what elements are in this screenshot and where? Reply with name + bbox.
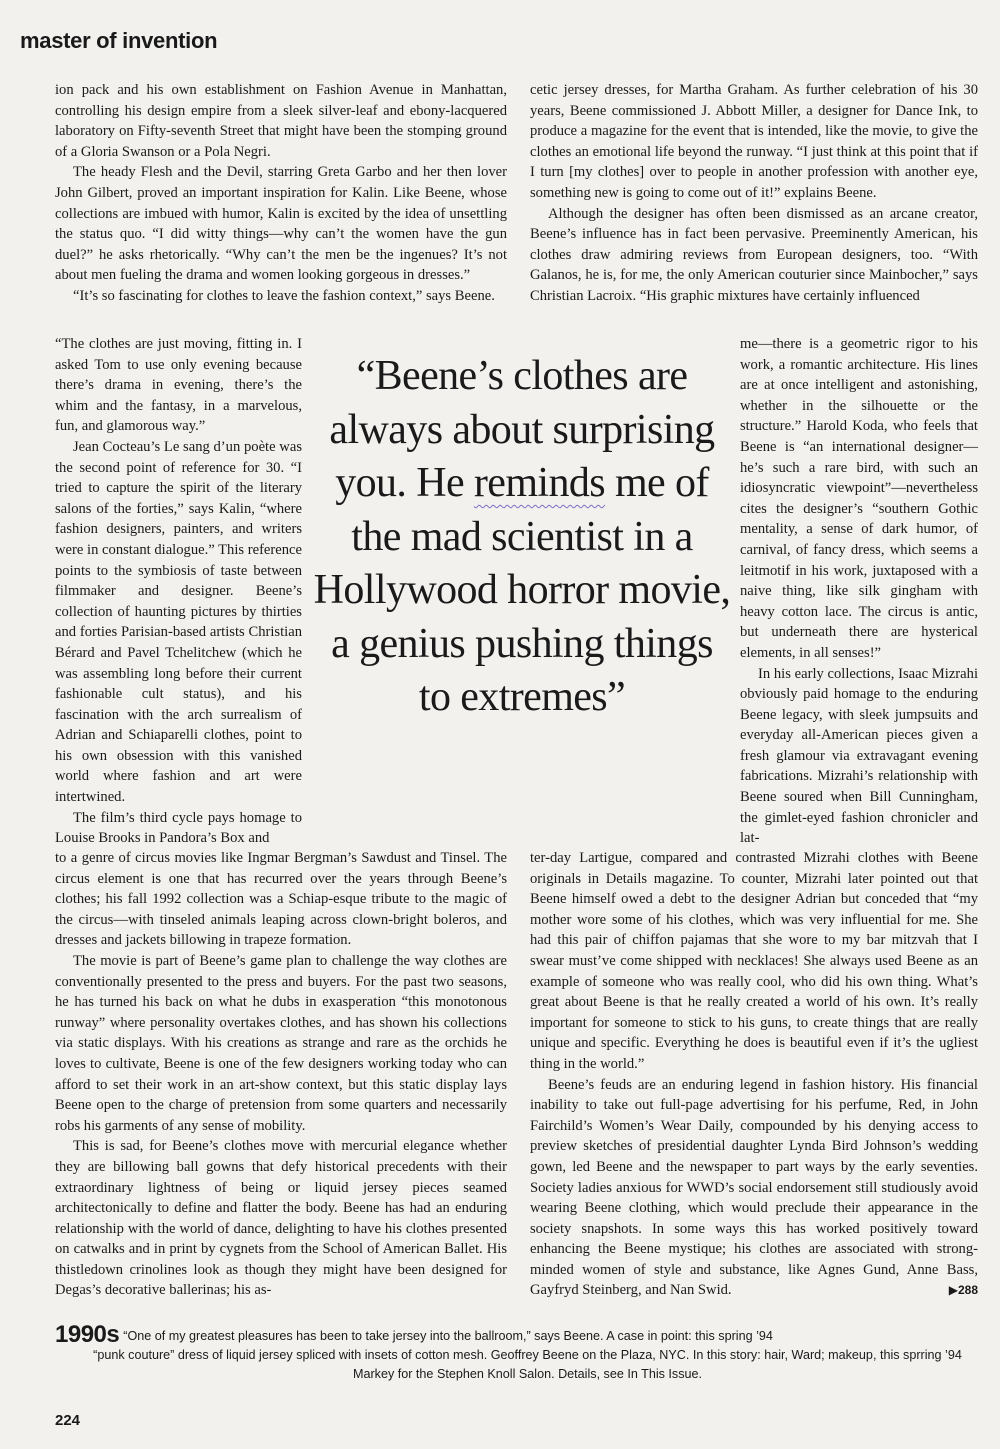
- continued-on-page-link[interactable]: ▶288: [948, 1283, 978, 1298]
- pull-quote-highlight: reminds: [473, 460, 606, 506]
- caption-line: Markey for the Stephen Knoll Salon. Details, see In This Issue.: [352, 1367, 703, 1381]
- pull-quote-text: “Beene’s clothes are always about surprising you. He: [329, 353, 715, 506]
- caption-line: [55, 1321, 1000, 1348]
- section-header: master of invention: [20, 28, 218, 53]
- caption-text: “One of my greatest pleasures has been to take jersey into the ballroom,” says Beene. A case in point: this spring ’94: [123, 1329, 773, 1343]
- column-right-mid: [740, 334, 978, 849]
- paragraph: This is sad, for Beene’s clothes move with mercurial elegance whether they are billowing ball gowns that defy historical precedents with their extraordinary lightness of being or liquid jersey pieces seamed architectonically to define and flatter the body. Beene has had an enduring relationship with the world of dance, delighting to have his clothes presented on catwalks and in print by cygnets from the School of American Ballet. His thistledown crinolines look as though they might have been designed for Degas’s decorative ballerinas; his as-: [55, 1138, 507, 1299]
- pull-quote: [312, 350, 732, 725]
- paragraph: [530, 1075, 978, 1302]
- column-left-mid: [55, 334, 302, 849]
- paragraph: “The clothes are just moving, fitting in. I asked Tom to use only evening because there’s drama in evening, there’s the whim and the fantasy, in a marvelous, fun, and glamorous way.”: [55, 336, 302, 435]
- paragraph: to a genre of circus movies like Ingmar Bergman’s Sawdust and Tinsel. The circus element is one that has recurred over the years through Beene’s clothes; his fall 1992 collection was a Schiap-esque tribute to the magic of the circus—with tinseled animals leaping across clown-bright boleros, and dresses and jackets billowing in trapeze formation.: [55, 850, 507, 949]
- column-left-top: [55, 80, 507, 307]
- paragraph: cetic jersey dresses, for Martha Graham. As further celebration of his 30 years, Beene commissioned J. Abbott Miller, a designer for Dance Ink, to produce a magazine for the event that is intended, like the movie, to give the clothes an emotional life beyond the runway. “I just think at this point that if I turn [my clothes] over to people in another profession with another eye, something new is going to come out of it!” explains Beene.: [530, 82, 978, 201]
- paragraph: In his early collections, Isaac Mizrahi obviously paid homage to the enduring Beene legacy, with sleek jumpsuits and everyday all-American pieces given a fresh glamour via extravagant evening fabrications. Mizrahi’s relationship with Beene soured when Bill Cunningham, the gimlet-eyed fashion chronicler and lat-: [740, 665, 978, 847]
- paragraph: Jean Cocteau’s Le sang d’un poète was the second point of reference for 30. “I tried to capture the spirit of the literary salons of the forties,” says Kalin, “where fashion designers, painters, and writers were in constant dialogue.” This reference points to the symbiosis of taste between filmmaker and designer. Beene’s collection of haunting pictures by thirties and forties Parisian-based artists Christian Bérard and Pavel Tchelitchew (which he was assembling long before their current fashionable cult status), and his fascination with the arch surrealism of Adrian and Schiaparelli clothes, point to his own obsession with this vanished world where fashion and art were intertwined.: [55, 438, 302, 806]
- paragraph: ter-day Lartigue, compared and contrasted Mizrahi clothes with Beene originals in Details magazine. To counter, Mizrahi later pointed out that Beene himself owed a debt to the designer Adrian but conceded that “my mother wore some of his clothes, which was very influential for me. She had this pair of chiffon pajamas that she wore to my bar mitzvah that I swear must’ve come shipped with necklaces! She always used Beene as an example of someone who was really cool, who did his own thing. What’s great about Beene is that he really created a world of his own. It’s really important for someone to stick to his guns, to create things that are really unique and specific. Everything he does is beautiful even if it’s the ugliest thing in the world.”: [530, 850, 978, 1072]
- paragraph: me—there is a geometric rigor to his work, a romantic architecture. His lines are at once intelligent and astonishing, whether in the silhouette or the structure.” Harold Koda, who feels that Beene is “an international designer—he’s such a rare bird, with such an idiosyncratic viewpoint”—nevertheless cites the designer’s “southern Gothic mentality, a sense of dark humor, of carnival, of fancy dress, which seems a leitmotif in his work, juxtaposed with a naive thing, like silk gingham with heavy cotton lace. The circus is antic, but underneath there are hysterical elements, in all senses!”: [740, 336, 978, 661]
- column-right-top: [530, 80, 978, 307]
- paragraph: The film’s third cycle pays homage to Louise Brooks in Pandora’s Box and: [55, 809, 302, 847]
- caption-line: “punk couture” dress of liquid jersey spliced with insets of cotton mesh. Geoffrey Beene on the Plaza, NYC. In this story: hair, Ward; makeup, this sprring ’94: [93, 1348, 962, 1362]
- photo-caption: [55, 1321, 1000, 1384]
- paragraph: The movie is part of Beene’s game plan to challenge the way clothes are conventionally presented to the press and buyers. For the past two seasons, he has turned his back on what he dubs in exasperation “this monotonous runway” where personality overtakes clothes, and has shown his collections via static displays. With his creations as strange and rare as the orchids he loves to cultivate, Beene is one of the few designers working today who can afford to set their work in an art-show context, but this static display lays Beene open to the charge of pretension from some quarters and necessarily robs his garments of any sense of mobility.: [55, 952, 507, 1134]
- paragraph: The heady Flesh and the Devil, starring Greta Garbo and her then lover John Gilbert, proved an important inspiration for Kalin. Like Beene, whose collections are imbued with humor, Kalin is excited by the idea of unsettling the status quo. “I did witty things—why can’t the women have the gun duel?” he asks rhetorically. “Why can’t the men be the ingenues? It’s not about men fueling the drama and women looking gorgeous in dresses.”: [55, 164, 507, 284]
- column-left-bottom: [55, 848, 507, 1301]
- column-right-bottom: [530, 848, 978, 1301]
- page-number: 224: [55, 1412, 81, 1429]
- paragraph: Although the designer has often been dismissed as an arcane creator, Beene’s influence has in fact been pervasive. Preeminently American, his clothes draw admiring reviews from European designers, too. “With Galanos, he is, for me, the only American couturier since Mainbocher,” says Christian Lacroix. “His graphic mixtures have certainly influenced: [530, 205, 978, 304]
- pull-quote-text: me of the mad scientist in a Hollywood horror movie, a genius pushing things to extremes”: [313, 460, 731, 720]
- paragraph: “It’s so fascinating for clothes to leave the fashion context,” says Beene.: [73, 287, 495, 304]
- paragraph: ion pack and his own establishment on Fashion Avenue in Manhattan, controlling his design empire from a sleek silver-leaf and ebony-lacquered laboratory on Fifty-seventh Street that might have been the stomping ground of a Gloria Swanson or a Pola Negri.: [55, 82, 507, 160]
- paragraph-text: Beene’s feuds are an enduring legend in fashion history. His financial inability to take out full-page advertising for his perfume, Red, in John Fairchild’s Women’s Wear Daily, compounded by his denying access to preview sketches of presidential daughter Lynda Bird Johnson’s wedding gown, led Beene and the newspaper to part ways by the early seventies. Society ladies anxious for WWD’s social endorsement still studiously avoid wearing Beene clothing, which would preclude their appearance in the society snapshots. In some ways this has worked positively toward enhancing the Beene mystique; his clothes are associated with strong-minded women of style and substance, like Agnes Gund, Anne Bass, Gayfryd Steinberg, and Nan Swid.: [530, 1076, 978, 1299]
- decade-label: 1990s: [55, 1321, 120, 1348]
